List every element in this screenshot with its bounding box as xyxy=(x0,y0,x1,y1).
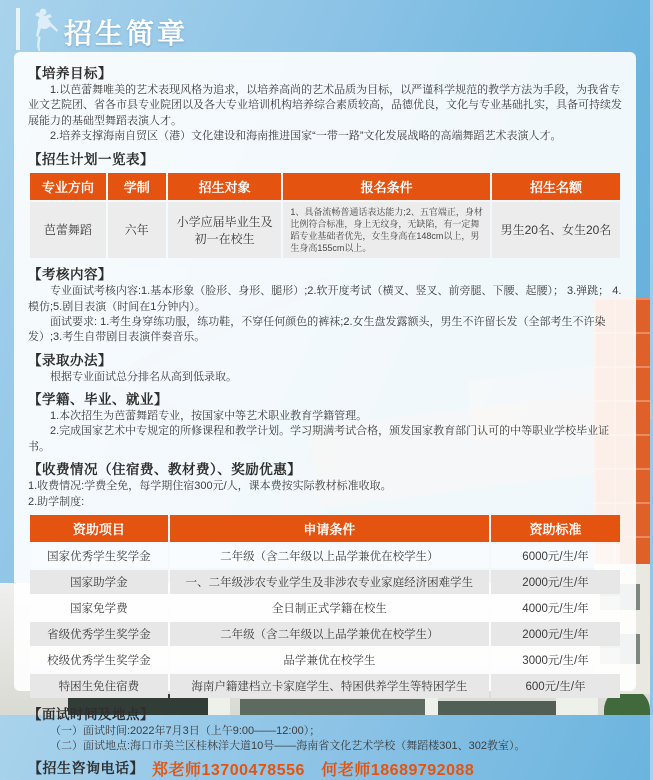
section-heading-status: 【学籍、毕业、就业】 xyxy=(28,392,168,408)
table-row xyxy=(30,570,620,594)
col-header-major: 专业方向 xyxy=(30,173,106,200)
col-header-years: 学制 xyxy=(108,173,166,200)
enrollment-plan-table xyxy=(28,171,622,261)
cell-target: 小学应届毕业生及初一在校生 xyxy=(168,202,281,259)
status-paragraph-1: 1.本次招生为芭蕾舞蹈专业，按国家中等艺术职业教育学籍管理。 xyxy=(50,410,368,423)
cell-quota: 男生20名、女生20名 xyxy=(492,202,620,259)
cell-aid-standard: 4000元/生/年 xyxy=(491,596,620,620)
col-header-conditions: 报名条件 xyxy=(283,173,490,200)
cell-aid-item: 特困生免住宿费 xyxy=(30,674,168,698)
section-heading-exam: 【考核内容】 xyxy=(28,267,112,283)
section-heading-admission: 【录取办法】 xyxy=(28,352,112,368)
table-row xyxy=(30,202,620,259)
cell-aid-standard: 600元/生/年 xyxy=(491,674,620,698)
col-header-aid-item: 资助项目 xyxy=(30,515,168,542)
consult-phone-line xyxy=(28,757,622,780)
cell-years: 六年 xyxy=(108,202,166,259)
phone-numbers: 郑老师13700478556 何老师18689792088 xyxy=(152,761,475,779)
interview-time: （一）面试时间:2022年7月3日（上午9:00——12:00）； xyxy=(50,725,321,738)
table-header-row xyxy=(30,173,620,200)
cell-aid-condition: 全日制正式学籍在校生 xyxy=(170,596,489,620)
admission-paragraph: 根据专业面试总分排名从高到低录取。 xyxy=(50,370,237,383)
cell-aid-standard: 6000元/生/年 xyxy=(491,544,620,568)
section-heading-plan: 【招生计划一览表】 xyxy=(28,151,154,167)
col-header-aid-condition: 申请条件 xyxy=(170,515,489,542)
col-header-target: 招生对象 xyxy=(168,173,281,200)
section-heading-interview: 【面试时间及地点】 xyxy=(28,707,154,723)
section-heading-fees: 【收费情况（住宿费、教材费）、奖励优惠】 xyxy=(28,462,302,478)
col-header-quota: 招生名额 xyxy=(492,173,620,200)
page-title: 招生简章 xyxy=(64,18,189,49)
cell-aid-condition: 品学兼优在校学生 xyxy=(170,648,489,672)
ballet-dancer-icon xyxy=(26,6,58,52)
exam-paragraph-1: 专业面试考核内容:1.基本形象（脸形、身形、腿形）;2.软开度考试（横叉、竖叉、前旁腿、下腰、起腰）； 3.弹跳； 4.模仿;5.剧目表演（时间在1分钟内）。 xyxy=(28,285,622,313)
content-card xyxy=(14,52,636,779)
table-row xyxy=(30,674,620,698)
cell-aid-item: 国家免学费 xyxy=(30,596,168,620)
cell-aid-condition: 一、二年级涉农专业学生及非涉农专业家庭经济困难学生 xyxy=(170,570,489,594)
cell-aid-item: 校级优秀学生奖学金 xyxy=(30,648,168,672)
cell-major: 芭蕾舞蹈 xyxy=(30,202,106,259)
cell-aid-item: 国家助学金 xyxy=(30,570,168,594)
financial-aid-table xyxy=(28,513,622,700)
table-row xyxy=(30,622,620,646)
goal-paragraph-2: 2.培养支撑海南自贸区（港）文化建设和海南推进国家“一带一路”文化发展战略的高端舞蹈艺术表演人才。 xyxy=(50,130,562,143)
header-divider-bar xyxy=(16,8,20,50)
cell-aid-item: 国家优秀学生奖学金 xyxy=(30,544,168,568)
interview-location: （二）面试地点:海口市美兰区桂林洋大道10号——海南省文化艺术学校（舞蹈楼301、302教室）。 xyxy=(50,740,526,753)
section-heading-phone: 【招生咨询电话】 xyxy=(28,760,144,777)
cell-conditions: 1、具备流畅普通话表达能力;2、五官端正，身材比例符合标准，身上无纹身，无缺陷，有一定舞蹈专业基础者优先，女生身高在148cm以上，男生身高155cm以上。 xyxy=(283,202,490,259)
cell-aid-item: 省级优秀学生奖学金 xyxy=(30,622,168,646)
status-paragraph-2: 2.完成国家艺术中专规定的所修课程和教学计划。学习期满考试合格，颁发国家教育部门认可的中等职业学校毕业证书。 xyxy=(28,425,610,453)
col-header-aid-standard: 资助标准 xyxy=(491,515,620,542)
cell-aid-condition: 二年级（含二年级以上品学兼优在校学生） xyxy=(170,622,489,646)
cell-aid-standard: 2000元/生/年 xyxy=(491,622,620,646)
table-row xyxy=(30,596,620,620)
page-header xyxy=(16,6,188,52)
section-heading-goal: 【培养目标】 xyxy=(28,66,112,81)
table-header-row xyxy=(30,515,620,542)
exam-paragraph-2: 面试要求: 1.考生身穿练功服，练功鞋，不穿任何颜色的裤袜;2.女生盘发露额头，男生不许留长发（全部考生不许染发）;3.考生自带剧目表演伴奏音乐。 xyxy=(28,315,606,344)
cell-aid-standard: 2000元/生/年 xyxy=(491,570,620,594)
cell-aid-standard: 3000元/生/年 xyxy=(491,648,620,672)
goal-paragraph-1: 1.以芭蕾舞唯美的艺术表现风格为追求，以培养高尚的艺术品质为目标，以严谨科学规范的教学方法为手段，为我省专业文艺院团、省各市县专业院团以及各大专业培训机构培养综合素质较高，品德优良，文化与专业基础扎实，具备可持续发展能力的基础型舞蹈表演人才。 xyxy=(28,84,622,127)
fees-paragraph-2: 2.助学制度: xyxy=(28,495,85,508)
cell-aid-condition: 二年级（含二年级以上品学兼优在校学生） xyxy=(170,544,489,568)
cell-aid-condition: 海南户籍建档立卡家庭学生、特困供养学生等特困学生 xyxy=(170,674,489,698)
fees-paragraph-1: 1.收费情况:学费全免，每学期住宿300元/人，课本费按实际教材标准收取。 xyxy=(28,480,392,493)
table-row xyxy=(30,648,620,672)
table-row xyxy=(30,544,620,568)
